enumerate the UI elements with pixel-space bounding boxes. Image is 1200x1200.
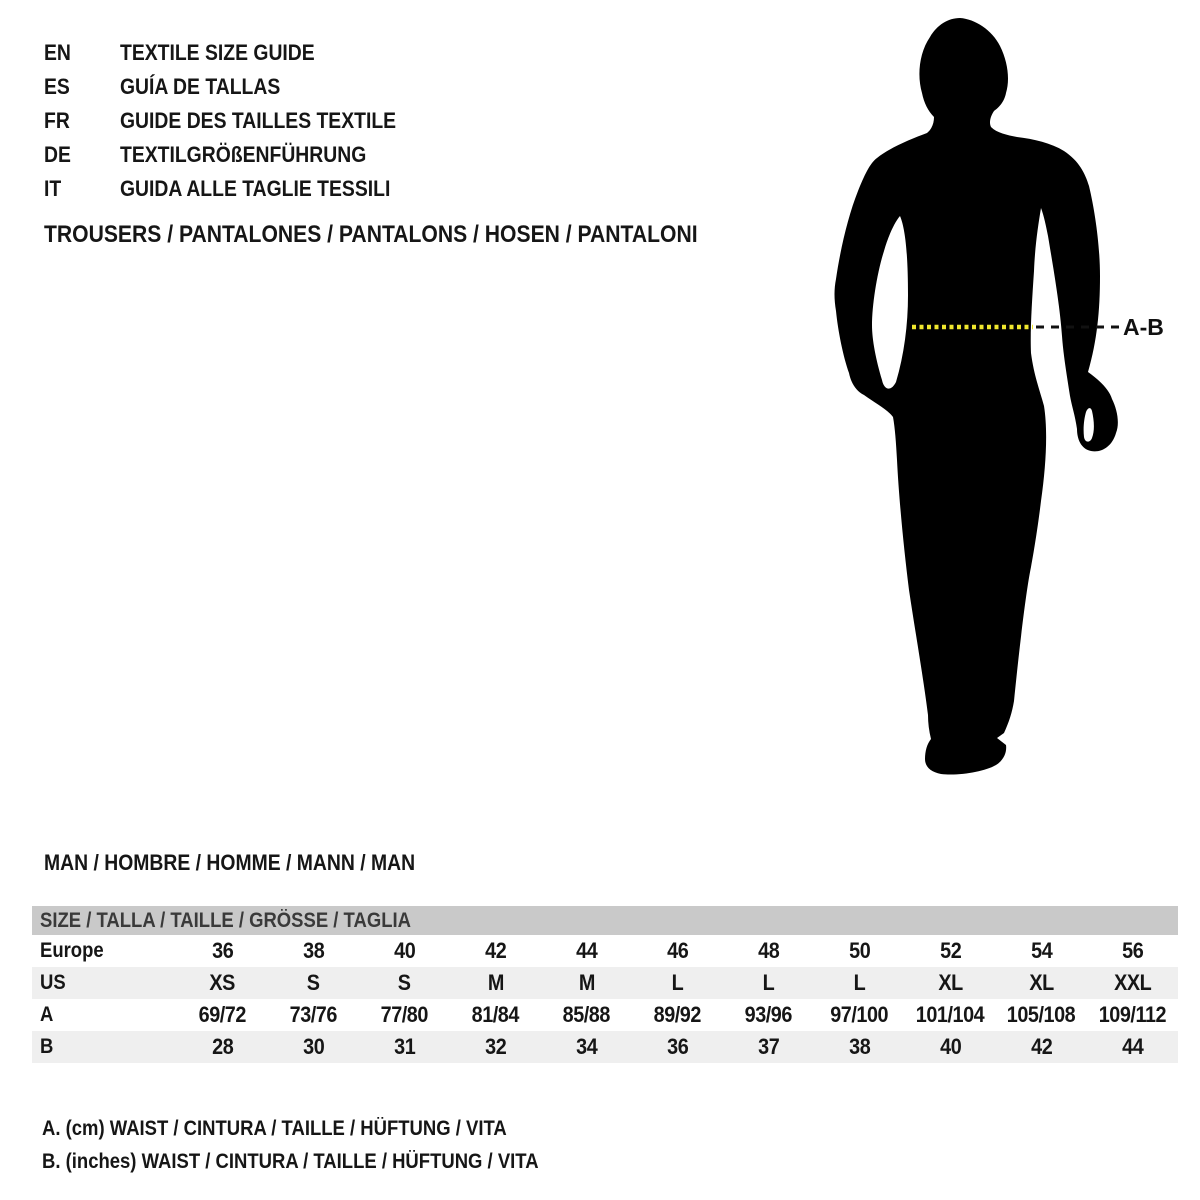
size-cell	[723, 935, 814, 967]
size-cell	[177, 967, 268, 999]
size-cell	[723, 999, 814, 1031]
size-cell-text: 101/104	[916, 1002, 985, 1027]
footnote-text: B. (inches) WAIST / CINTURA / TAILLE / HÜFTUNG / VITA	[42, 1150, 539, 1173]
size-cell	[1087, 935, 1178, 967]
size-cell-text: 46	[666, 938, 689, 963]
size-cell	[177, 935, 268, 967]
size-cell-text: 44	[575, 938, 598, 963]
size-cell-text: S	[307, 970, 320, 995]
man-silhouette-figure	[820, 10, 1180, 800]
size-cell	[450, 999, 541, 1031]
size-cell	[905, 967, 996, 999]
size-cell-text: M	[578, 970, 595, 995]
size-cell-text: XXL	[1113, 970, 1152, 995]
language-list	[44, 36, 434, 206]
size-cell	[1087, 967, 1178, 999]
size-cell-text: 38	[302, 938, 325, 963]
category-title	[44, 221, 787, 249]
size-cell-text: 32	[484, 1034, 507, 1059]
size-cell	[632, 967, 723, 999]
size-cell	[723, 967, 814, 999]
size-cell	[450, 935, 541, 967]
size-cell-text: XL	[1029, 970, 1054, 995]
size-table-row	[32, 935, 1178, 967]
row-label	[32, 1031, 177, 1063]
size-cell	[450, 1031, 541, 1063]
footnote-line	[42, 1112, 606, 1145]
size-cell	[905, 999, 996, 1031]
man-silhouette	[835, 18, 1118, 775]
language-title: TEXTILE SIZE GUIDE	[120, 40, 315, 65]
row-label-text: US	[40, 971, 66, 994]
size-table-header	[32, 906, 1178, 935]
size-cell-text: 50	[848, 938, 871, 963]
size-cell	[541, 967, 632, 999]
size-cell	[268, 935, 359, 967]
category-title-text: TROUSERS / PANTALONES / PANTALONS / HOSEN / PANTALONI	[44, 221, 698, 248]
size-cell	[996, 999, 1087, 1031]
size-cell	[177, 999, 268, 1031]
size-cell	[814, 1031, 905, 1063]
language-title: GUÍA DE TALLAS	[120, 74, 281, 99]
size-table-rows	[32, 935, 1178, 1063]
language-title: GUIDA ALLE TAGLIE TESSILI	[120, 176, 391, 201]
size-cell-text: 34	[575, 1034, 598, 1059]
size-cell	[359, 935, 450, 967]
language-code: DE	[44, 142, 71, 167]
language-row	[44, 70, 434, 104]
language-row	[44, 36, 434, 70]
size-cell	[996, 967, 1087, 999]
size-cell-text: 73/76	[289, 1002, 338, 1027]
size-cell	[359, 999, 450, 1031]
footnote-text: A. (cm) WAIST / CINTURA / TAILLE / HÜFTUNG / VITA	[42, 1117, 507, 1140]
size-cell	[905, 935, 996, 967]
size-cell-text: 36	[211, 938, 234, 963]
size-cell-text: 42	[484, 938, 507, 963]
size-table-row	[32, 1031, 1178, 1063]
size-cell	[268, 999, 359, 1031]
language-code: FR	[44, 108, 70, 133]
language-title: TEXTILGRÖßENFÜHRUNG	[120, 142, 367, 167]
gender-title-text: MAN / HOMBRE / HOMME / MANN / MAN	[44, 850, 416, 875]
size-cell-text: 44	[1121, 1034, 1144, 1059]
row-label-text: B	[40, 1035, 54, 1058]
language-code: IT	[44, 176, 62, 201]
size-cell-text: 38	[848, 1034, 871, 1059]
row-label	[32, 935, 177, 967]
language-row	[44, 138, 434, 172]
row-label	[32, 999, 177, 1031]
size-cell-text: 30	[302, 1034, 325, 1059]
language-title: GUIDE DES TAILLES TEXTILE	[120, 108, 397, 133]
size-cell-text: 36	[666, 1034, 689, 1059]
size-cell	[723, 1031, 814, 1063]
size-cell	[905, 1031, 996, 1063]
size-cell-text: L	[762, 970, 775, 995]
gender-title	[44, 850, 466, 876]
size-table	[32, 906, 1178, 1063]
size-cell	[814, 999, 905, 1031]
size-cell-text: 40	[939, 1034, 962, 1059]
size-cell	[814, 967, 905, 999]
footnote-line	[42, 1145, 606, 1178]
size-cell	[632, 935, 723, 967]
size-cell-text: XS	[209, 970, 236, 995]
size-cell-text: XL	[938, 970, 963, 995]
size-cell-text: 85/88	[562, 1002, 611, 1027]
size-cell-text: L	[671, 970, 684, 995]
size-cell	[632, 1031, 723, 1063]
size-cell	[177, 1031, 268, 1063]
size-cell-text: 48	[757, 938, 780, 963]
size-cell	[996, 935, 1087, 967]
size-cell	[268, 1031, 359, 1063]
size-cell	[996, 1031, 1087, 1063]
size-cell-text: M	[487, 970, 504, 995]
size-cell	[359, 1031, 450, 1063]
size-cell	[1087, 999, 1178, 1031]
size-cell-text: 109/112	[1098, 1002, 1167, 1027]
size-cell-text: 40	[393, 938, 416, 963]
size-cell-text: 37	[757, 1034, 780, 1059]
size-cell-text: 97/100	[830, 1002, 889, 1027]
language-row	[44, 104, 434, 138]
measure-label: A-B	[1123, 314, 1164, 340]
size-cell	[541, 999, 632, 1031]
size-cell	[1087, 1031, 1178, 1063]
size-cell-text: 89/92	[653, 1002, 702, 1027]
language-code: ES	[44, 74, 70, 99]
size-cell-text: 52	[939, 938, 962, 963]
size-table-header-text: SIZE / TALLA / TAILLE / GRÖSSE / TAGLIA	[40, 909, 411, 932]
size-cell	[268, 967, 359, 999]
language-row	[44, 172, 434, 206]
size-cell-text: 56	[1121, 938, 1144, 963]
size-cell	[541, 935, 632, 967]
row-label-text: Europe	[40, 939, 104, 962]
size-cell	[450, 967, 541, 999]
size-cell-text: 31	[393, 1034, 416, 1059]
size-table-row	[32, 999, 1178, 1031]
size-cell-text: 105/108	[1007, 1002, 1076, 1027]
size-cell-text: 81/84	[471, 1002, 520, 1027]
size-cell-text: 42	[1030, 1034, 1053, 1059]
size-cell	[814, 935, 905, 967]
size-cell	[359, 967, 450, 999]
size-cell-text: 69/72	[198, 1002, 247, 1027]
footnotes	[42, 1112, 606, 1178]
size-cell	[632, 999, 723, 1031]
size-cell-text: 93/96	[744, 1002, 793, 1027]
language-code: EN	[44, 40, 71, 65]
size-cell	[541, 1031, 632, 1063]
row-label-text: A	[40, 1003, 54, 1026]
size-cell-text: S	[398, 970, 411, 995]
size-table-row	[32, 967, 1178, 999]
size-cell-text: L	[853, 970, 866, 995]
size-cell-text: 28	[211, 1034, 234, 1059]
row-label	[32, 967, 177, 999]
size-cell-text: 54	[1030, 938, 1053, 963]
size-cell-text: 77/80	[380, 1002, 429, 1027]
